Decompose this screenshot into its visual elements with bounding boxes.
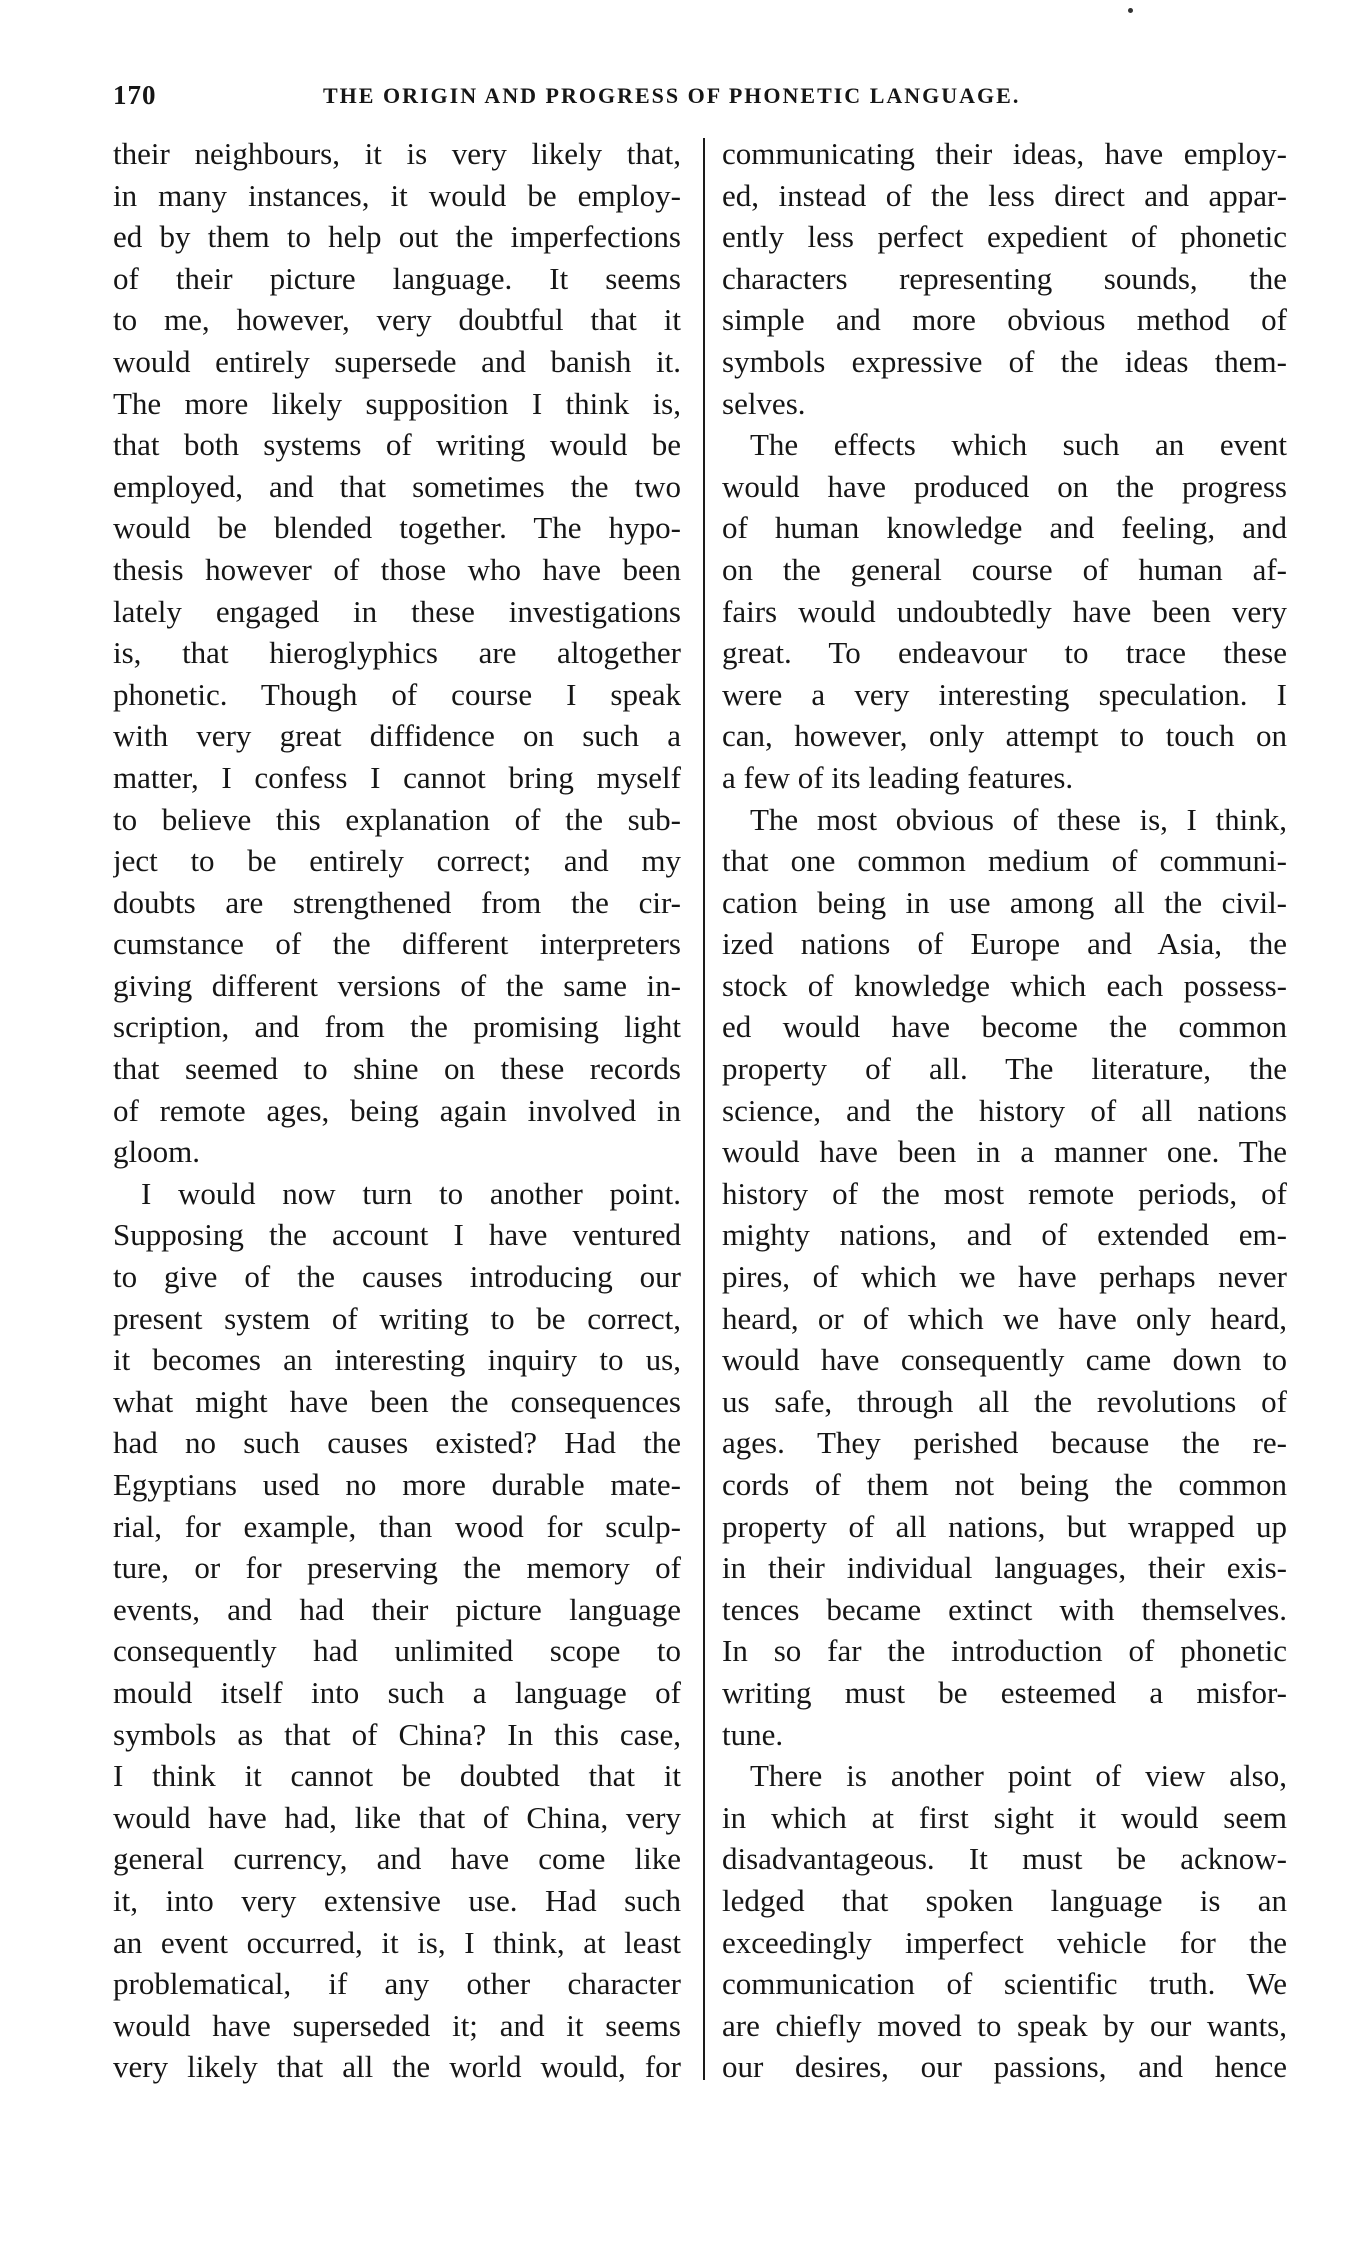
running-title: THE ORIGIN AND PROGRESS OF PHONETIC LANGUAGE. (323, 83, 1021, 108)
text-line: ed would have become the common (722, 1009, 1287, 1045)
text-line: consequently had unlimited scope to (113, 1633, 681, 1669)
running-header (113, 80, 1273, 120)
text-line: I think it cannot be doubted that it (113, 1758, 681, 1794)
text-line: their neighbours, it is very likely that, (113, 136, 681, 171)
text-line: mighty nations, and of extended em- (722, 1217, 1287, 1253)
text-line: property of all. The literature, the (722, 1051, 1287, 1087)
text-line: giving different versions of the same in- (113, 967, 681, 1003)
text-line: that both systems of writing would be (113, 427, 681, 463)
text-line: general currency, and have come like (113, 1841, 681, 1877)
text-line: writing must be esteemed a misfor- (722, 1674, 1287, 1710)
text-line: thesis however of those who have been (113, 551, 681, 587)
text-line: are chiefly moved to speak by our wants, (722, 2007, 1287, 2043)
text-line: The effects which such an event (750, 427, 1287, 463)
text-line: Egyptians used no more durable mate- (113, 1467, 681, 1502)
text-line: gloom. (113, 1134, 200, 1170)
text-line: heard, or of which we have only heard, (722, 1300, 1287, 1336)
text-line: in many instances, it would be employ- (113, 177, 681, 213)
text-line: what might have been the consequences (113, 1383, 681, 1419)
text-line: fairs would undoubtedly have been very (722, 593, 1287, 629)
text-line: present system of writing to be correct, (113, 1300, 681, 1336)
text-line: selves. (722, 385, 806, 421)
text-line: employed, and that sometimes the two (113, 468, 681, 504)
text-line: events, and had their picture language (113, 1591, 681, 1627)
text-line: matter, I confess I cannot bring myself (113, 759, 681, 795)
text-line: cation being in use among all the civil- (722, 884, 1287, 920)
text-line: in their individual languages, their exis- (722, 1550, 1287, 1586)
text-line: science, and the history of all nations (722, 1092, 1287, 1128)
text-line: with very great diffidence on such a (113, 718, 681, 754)
text-line: lately engaged in these investigations (113, 593, 681, 629)
text-line: The most obvious of these is, I think, (750, 801, 1287, 837)
text-line: in which at first sight it would seem (722, 1799, 1287, 1835)
text-line: simple and more obvious method of (722, 302, 1287, 338)
text-line: cumstance of the different interpreters (113, 926, 681, 962)
text-line: would have superseded it; and it seems (113, 2007, 681, 2043)
text-line: had no such causes existed? Had the (113, 1425, 681, 1461)
text-line: scription, and from the promising light (113, 1009, 681, 1045)
text-line: that seemed to shine on these records (113, 1051, 681, 1087)
page-number: 170 (113, 80, 157, 110)
text-line: ed by them to help out the imperfections (113, 219, 681, 255)
text-line: it becomes an interesting inquiry to us, (113, 1342, 681, 1378)
text-line: would have produced on the progress (722, 468, 1287, 504)
text-line: of their picture language. It seems (113, 260, 681, 296)
text-line: to believe this explanation of the sub- (113, 801, 681, 837)
text-line: would be blended together. The hypo- (113, 510, 681, 546)
text-line: great. To endeavour to trace these (722, 635, 1287, 671)
text-line: communication of scientific truth. We (722, 1966, 1287, 2002)
text-line: problematical, if any other character (113, 1966, 681, 2002)
text-line: phonetic. Though of course I speak (113, 676, 681, 712)
text-line: disadvantageous. It must be acknow- (722, 1841, 1287, 1877)
text-line: to give of the causes introducing our (113, 1259, 681, 1295)
text-line: tune. (722, 1716, 784, 1752)
text-line: would have been in a manner one. The (722, 1134, 1287, 1170)
text-line: is, that hieroglyphics are altogether (113, 635, 681, 671)
text-line: I would now turn to another point. (141, 1175, 681, 1211)
text-line: doubts are strengthened from the cir- (113, 884, 681, 920)
text-line: an event occurred, it is, I think, at least (113, 1924, 681, 1960)
text-line: would entirely supersede and banish it. (113, 343, 681, 379)
text-line: pires, of which we have perhaps never (722, 1259, 1287, 1295)
text-line: of human knowledge and feeling, and (722, 510, 1287, 546)
print-speck (1128, 8, 1133, 13)
text-line: rial, for example, than wood for sculp- (113, 1508, 681, 1544)
text-line: cords of them not being the common (722, 1467, 1287, 1502)
text-line: very likely that all the world would, for (113, 2049, 681, 2085)
text-line: ized nations of Europe and Asia, the (722, 926, 1287, 962)
text-line: The more likely supposition I think is, (113, 385, 681, 421)
text-line: ject to be entirely correct; and my (113, 843, 681, 879)
text-line: would have consequently came down to (722, 1342, 1287, 1378)
text-line: ently less perfect expedient of phonetic (722, 219, 1287, 255)
text-line: property of all nations, but wrapped up (722, 1508, 1287, 1544)
text-line: There is another point of view also, (750, 1758, 1287, 1794)
text-line: us safe, through all the revolutions of (722, 1383, 1287, 1419)
text-line: In so far the introduction of phonetic (722, 1633, 1287, 1669)
text-line: ledged that spoken language is an (722, 1882, 1287, 1918)
text-line: it, into very extensive use. Had such (113, 1882, 681, 1918)
text-line: would have had, like that of China, very (113, 1799, 681, 1835)
text-line: communicating their ideas, have employ- (722, 136, 1287, 171)
text-line: characters representing sounds, the (722, 260, 1287, 296)
right-column (722, 133, 1287, 2088)
text-line: to me, however, very doubtful that it (113, 302, 681, 338)
text-line: history of the most remote periods, of (722, 1175, 1287, 1211)
text-line: exceedingly imperfect vehicle for the (722, 1924, 1287, 1960)
text-line: symbols as that of China? In this case, (113, 1716, 681, 1752)
column-divider (703, 138, 705, 2080)
text-line: of remote ages, being again involved in (113, 1092, 681, 1128)
text-line: our desires, our passions, and hence (722, 2049, 1287, 2085)
text-line: a few of its leading features. (722, 759, 1074, 795)
text-line: Supposing the account I have ventured (113, 1217, 681, 1253)
text-line: mould itself into such a language of (113, 1674, 681, 1710)
text-line: tences became extinct with themselves. (722, 1591, 1287, 1627)
text-line: on the general course of human af- (722, 551, 1287, 587)
text-line: were a very interesting speculation. I (722, 676, 1287, 712)
left-column (113, 133, 681, 2088)
text-line: symbols expressive of the ideas them- (722, 343, 1287, 379)
text-line: can, however, only attempt to touch on (722, 718, 1287, 754)
text-line: stock of knowledge which each possess- (722, 967, 1287, 1003)
text-line: ages. They perished because the re- (722, 1425, 1287, 1461)
text-line: ture, or for preserving the memory of (113, 1550, 681, 1586)
text-line: that one common medium of communi- (722, 843, 1287, 879)
text-line: ed, instead of the less direct and appar- (722, 177, 1287, 213)
